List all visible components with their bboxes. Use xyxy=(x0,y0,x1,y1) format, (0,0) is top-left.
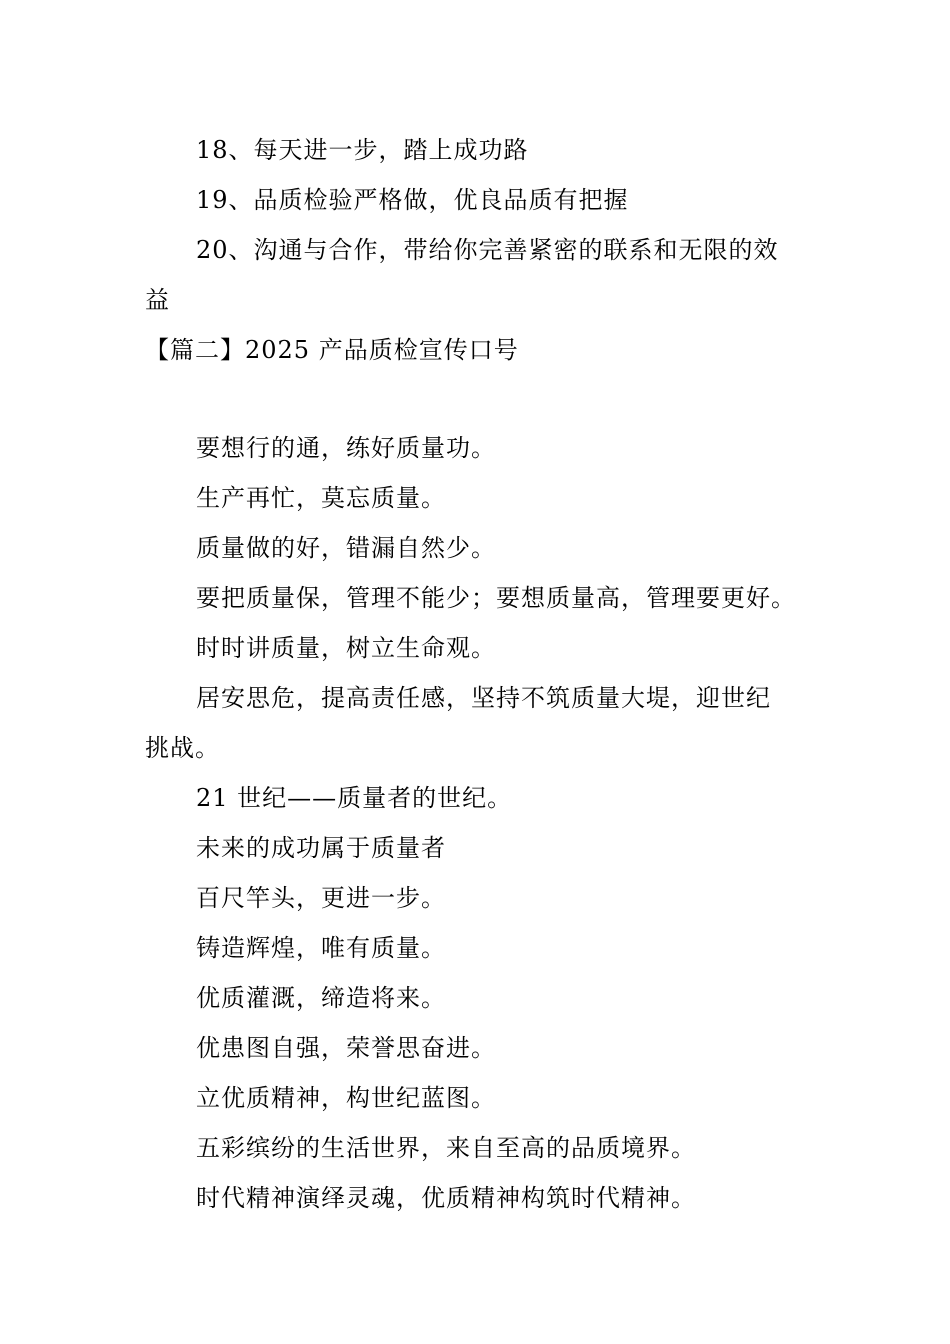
slogan-line-20-continued: 益 xyxy=(145,286,170,314)
slogan-line: 生产再忙，莫忘质量。 xyxy=(196,484,446,512)
slogan-line: 要把质量保，管理不能少；要想质量高，管理要更好。 xyxy=(196,584,796,612)
slogan-line-18: 18、每天进一步，踏上成功路 xyxy=(196,136,529,164)
slogan-line: 立优质精神，构世纪蓝图。 xyxy=(196,1084,496,1112)
slogan-line: 居安思危，提高责任感，坚持不筑质量大堤，迎世纪 xyxy=(196,684,771,712)
slogan-line: 优质灌溉，缔造将来。 xyxy=(196,984,446,1012)
slogan-line: 时代精神演绎灵魂，优质精神构筑时代精神。 xyxy=(196,1184,696,1212)
slogan-line: 百尺竿头，更进一步。 xyxy=(196,884,446,912)
slogan-line: 21 世纪——质量者的世纪。 xyxy=(196,784,513,812)
slogan-line-20: 20、沟通与合作，带给你完善紧密的联系和无限的效 xyxy=(196,236,779,264)
slogan-line: 要想行的通，练好质量功。 xyxy=(196,434,496,462)
slogan-line: 优患图自强，荣誉思奋进。 xyxy=(196,1034,496,1062)
slogan-line-19: 19、品质检验严格做，优良品质有把握 xyxy=(196,186,629,214)
slogan-line: 未来的成功属于质量者 xyxy=(196,834,446,862)
section-heading: 【篇二】2025 产品质检宣传口号 xyxy=(145,336,519,364)
slogan-line: 时时讲质量，树立生命观。 xyxy=(196,634,496,662)
slogan-line-continued: 挑战。 xyxy=(145,734,220,762)
slogan-line: 铸造辉煌，唯有质量。 xyxy=(196,934,446,962)
slogan-line: 质量做的好，错漏自然少。 xyxy=(196,534,496,562)
slogan-line: 五彩缤纷的生活世界，来自至高的品质境界。 xyxy=(196,1134,696,1162)
